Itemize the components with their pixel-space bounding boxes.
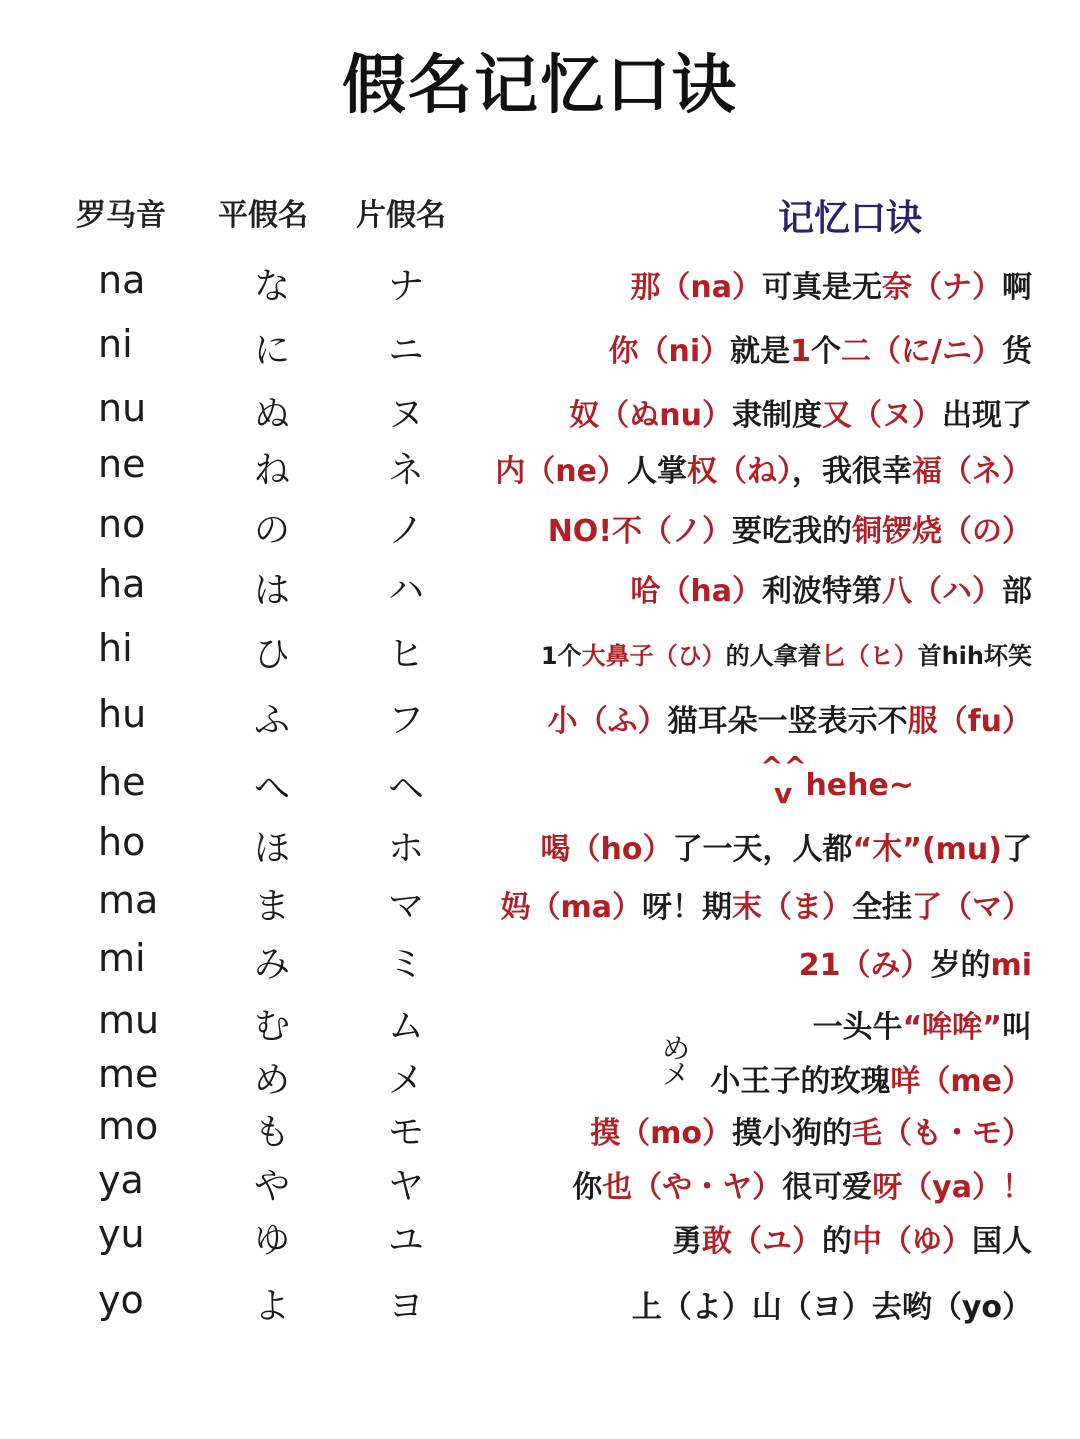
- mnemonic-segment: 首hih坏笑: [917, 642, 1032, 670]
- mnemonic-cell: [541, 824, 1032, 868]
- romaji-cell: mo: [98, 1104, 159, 1148]
- table-row: [0, 1278, 1080, 1330]
- hiragana-cell: の: [253, 510, 290, 551]
- hiragana-cell: ね: [253, 450, 290, 491]
- romaji-cell: ya: [98, 1158, 144, 1202]
- hiragana-cell: ま: [253, 886, 290, 927]
- katakana-cell: ヌ: [387, 394, 424, 435]
- table-row: [0, 1212, 1080, 1264]
- mnemonic-segment: 喝（ho）: [540, 832, 673, 867]
- mnemonic-segment: 国人: [972, 1224, 1032, 1259]
- mnemonic-segment: 人掌: [627, 454, 687, 489]
- hiragana-cell: ひ: [253, 634, 290, 675]
- romaji-cell: hu: [98, 692, 147, 736]
- hiragana-cell: ほ: [253, 828, 290, 869]
- mnemonic-segment: 权（ね）: [687, 454, 792, 489]
- romaji-cell: yo: [98, 1278, 144, 1322]
- katakana-cell: ヘ: [387, 768, 424, 809]
- mnemonic-segment: 勇: [672, 1224, 702, 1259]
- mnemonic-cell: [630, 566, 1032, 610]
- mnemonic-segment: 全挂: [852, 890, 912, 925]
- table-row: [0, 1052, 1080, 1104]
- mnemonic-segment: hehe~: [805, 768, 914, 803]
- mnemonic-segment: 叫: [1002, 1010, 1032, 1045]
- mnemonic-segment: 福（ネ）: [912, 454, 1032, 489]
- mnemonic-cell: [799, 940, 1032, 984]
- mnemonic-cell: [609, 326, 1032, 370]
- table-row: [0, 820, 1080, 872]
- romaji-cell: ni: [98, 322, 133, 366]
- mnemonic-segment: 奴（ぬnu）: [569, 398, 732, 433]
- katakana-cell: ヤ: [387, 1166, 424, 1207]
- mnemonic-segment: 中（ゆ）: [852, 1224, 972, 1259]
- mnemonic-cell: [590, 1108, 1032, 1152]
- mnemonic-segment: 你: [572, 1170, 603, 1205]
- mnemonic-segment: 可真是无: [762, 270, 882, 305]
- mnemonic-cell: [630, 262, 1032, 306]
- mnemonic-segment: 哈（ha）: [630, 574, 762, 609]
- katakana-cell: ネ: [387, 450, 424, 491]
- hiragana-cell: は: [253, 570, 290, 611]
- katakana-cell: ム: [387, 1006, 424, 1047]
- face-line: v: [774, 777, 793, 810]
- mnemonic-segment: “木”(mu): [852, 832, 1002, 867]
- hiragana-cell: む: [253, 1006, 290, 1047]
- me-line: め: [662, 1032, 691, 1065]
- katakana-cell: ヨ: [387, 1286, 424, 1327]
- table-row: [0, 386, 1080, 438]
- mnemonic-segment: 的: [822, 1224, 852, 1259]
- mnemonic-segment: 又（ヌ）: [822, 398, 942, 433]
- table-row: [0, 562, 1080, 614]
- mnemonic-segment: 内（ne）: [495, 454, 627, 489]
- table-row: [0, 322, 1080, 374]
- table-row: [0, 258, 1080, 310]
- mnemonic-segment: 咩（me）: [890, 1064, 1032, 1099]
- mnemonic-segment: 1个: [540, 642, 582, 670]
- hiragana-cell: ふ: [253, 700, 290, 741]
- katakana-cell: モ: [387, 1112, 424, 1153]
- mnemonic-cell: [672, 1216, 1032, 1260]
- romaji-cell: hi: [98, 626, 133, 670]
- mnemonic-segment: 部: [1002, 574, 1032, 609]
- mnemonic-segment: 出现了: [942, 398, 1032, 433]
- table-row: [0, 998, 1080, 1050]
- mnemonic-segment: 大鼻子（ひ）: [581, 642, 726, 670]
- header-mnemonic: 记忆口诀: [778, 198, 923, 239]
- smiley-face-icon: [760, 750, 807, 810]
- mnemonic-segment: 很可爱: [782, 1170, 873, 1205]
- mnemonic-segment: 21（み）: [798, 948, 931, 983]
- mnemonic-segment: 上（よ）山（ヨ）去哟（yo）: [631, 1290, 1032, 1325]
- hiragana-cell: な: [253, 266, 290, 307]
- face-line: ^^: [760, 750, 807, 783]
- mnemonic-segment: 就是: [730, 334, 791, 369]
- mnemonic-segment: 要吃我的: [732, 514, 852, 549]
- katakana-cell: ユ: [387, 1220, 424, 1261]
- katakana-cell: ヒ: [387, 634, 424, 675]
- page-title: 假名记忆口诀: [342, 49, 738, 123]
- table-row: [0, 692, 1080, 744]
- mnemonic-segment: 也（や・ヤ）: [602, 1170, 783, 1205]
- mnemonic-segment: 了: [1002, 832, 1032, 867]
- table-row: [0, 760, 1080, 812]
- romaji-cell: mu: [98, 998, 160, 1042]
- mnemonic-segment: 一头牛: [812, 1010, 903, 1045]
- katakana-cell: ハ: [387, 570, 424, 611]
- mnemonic-cell: [632, 1282, 1032, 1326]
- mnemonic-segment: 了（マ）: [912, 890, 1032, 925]
- romaji-cell: ma: [98, 878, 159, 922]
- mnemonic-segment: 1: [790, 334, 812, 369]
- table-row: [0, 878, 1080, 930]
- mnemonic-cell: [805, 768, 914, 803]
- romaji-cell: mi: [98, 936, 146, 980]
- mnemonic-segment: 个: [811, 334, 842, 369]
- katakana-cell: フ: [387, 700, 424, 741]
- mnemonic-segment: 了一天，人都: [672, 832, 853, 867]
- mnemonic-segment: 那（na）: [630, 270, 762, 305]
- katakana-cell: ナ: [387, 266, 424, 307]
- romaji-cell: na: [98, 258, 146, 302]
- katakana-cell: ミ: [387, 944, 424, 985]
- mnemonic-segment: 岁的: [930, 948, 991, 983]
- mnemonic-segment: “哞哞”: [902, 1010, 1002, 1045]
- mnemonic-cell: [572, 1162, 1032, 1206]
- header-romaji: 罗马音: [76, 198, 166, 233]
- mnemonic-segment: 的人拿着: [725, 642, 822, 670]
- mnemonic-segment: 妈（ma）: [500, 890, 642, 925]
- mnemonic-segment: ，我很幸: [792, 454, 912, 489]
- mnemonic-segment: 二（に/ニ）: [841, 334, 1002, 369]
- mnemonic-segment: 毛（も・モ）: [852, 1116, 1032, 1151]
- mnemonic-cell: [500, 882, 1032, 926]
- mnemonic-segment: mi: [990, 948, 1032, 983]
- romaji-cell: ne: [98, 442, 146, 486]
- mnemonic-segment: 猫耳朵一竖表示不: [667, 704, 908, 739]
- mnemonic-segment: 摸（mo）: [590, 1116, 732, 1151]
- mnemonic-segment: 隶制度: [732, 398, 822, 433]
- mnemonic-cell: [710, 1056, 1032, 1100]
- katakana-cell: メ: [387, 1060, 424, 1101]
- me-line: メ: [662, 1058, 691, 1091]
- mnemonic-segment: 啊: [1002, 270, 1032, 305]
- table-row: [0, 502, 1080, 554]
- table-row: [0, 442, 1080, 494]
- mnemonic-segment: 八（ハ）: [882, 574, 1002, 609]
- mnemonic-segment: 呀！期: [642, 890, 732, 925]
- mnemonic-segment: 利波特第: [762, 574, 882, 609]
- romaji-cell: no: [98, 502, 146, 546]
- hiragana-cell: へ: [253, 768, 290, 809]
- mnemonic-cell: [569, 390, 1032, 434]
- romaji-cell: yu: [98, 1212, 145, 1256]
- table-row: [0, 936, 1080, 988]
- hiragana-cell: に: [253, 330, 290, 371]
- mnemonic-segment: 末（ま）: [732, 890, 852, 925]
- hiragana-cell: よ: [253, 1286, 290, 1327]
- mnemonic-segment: 匕（ヒ）: [821, 642, 918, 670]
- hiragana-cell: も: [253, 1112, 290, 1153]
- mnemonic-segment: 呀（ya）！: [872, 1170, 1032, 1205]
- romaji-cell: he: [98, 760, 146, 804]
- mnemonic-cell: [495, 446, 1032, 490]
- romaji-cell: ho: [98, 820, 146, 864]
- hiragana-cell: ぬ: [253, 394, 290, 435]
- katakana-cell: ホ: [387, 828, 424, 869]
- header-hiragana: 平假名: [218, 198, 308, 233]
- romaji-cell: me: [98, 1052, 159, 1096]
- table-row: [0, 1104, 1080, 1156]
- mnemonic-cell: [541, 636, 1032, 671]
- table-row: [0, 1158, 1080, 1210]
- hiragana-cell: や: [253, 1166, 290, 1207]
- mnemonic-segment: 摸小狗的: [732, 1116, 852, 1151]
- mnemonic-cell: [548, 506, 1032, 550]
- mnemonic-segment: 小（ふ）: [547, 704, 668, 739]
- katakana-cell: マ: [387, 886, 424, 927]
- mnemonic-segment: 敢（ユ）: [702, 1224, 822, 1259]
- hiragana-cell: み: [253, 944, 290, 985]
- me-symbol-icon: [662, 1032, 691, 1091]
- katakana-cell: ニ: [387, 330, 424, 371]
- mnemonic-cell: [548, 696, 1032, 740]
- hiragana-cell: め: [253, 1060, 290, 1101]
- hiragana-cell: ゆ: [253, 1220, 290, 1261]
- romaji-cell: nu: [98, 386, 147, 430]
- mnemonic-segment: 你（ni）: [608, 334, 731, 369]
- katakana-cell: ノ: [387, 510, 424, 551]
- header-katakana: 片假名: [356, 198, 446, 233]
- mnemonic-segment: NO!不（ノ）: [547, 514, 732, 549]
- mnemonic-segment: 小王子的玫瑰: [710, 1064, 891, 1099]
- mnemonic-cell: [813, 1002, 1032, 1046]
- mnemonic-segment: 铜锣烧（の）: [852, 514, 1032, 549]
- mnemonic-segment: 奈（ナ）: [882, 270, 1002, 305]
- mnemonic-segment: 服（fu）: [907, 704, 1032, 739]
- table-row: [0, 626, 1080, 678]
- mnemonic-segment: 货: [1002, 334, 1032, 369]
- romaji-cell: ha: [98, 562, 146, 606]
